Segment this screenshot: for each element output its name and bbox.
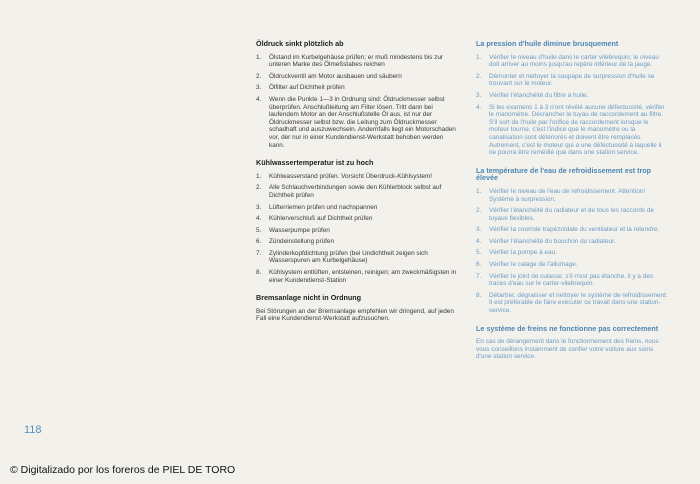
list-item — [256, 84, 460, 92]
item-number: 1. — [476, 53, 482, 61]
list-item — [476, 207, 668, 222]
item-text: Alle Schlauchverbindungen sowie den Kühlerblock selbst auf Dichtheit prüfen — [269, 184, 442, 199]
page-number: 118 — [24, 424, 42, 436]
section-heading: La température de l'eau de refroidissement est trop élevée — [476, 165, 652, 183]
item-text: Vérifier l'étanchéité du filtre à huile. — [489, 91, 589, 99]
item-text: Öldruckventil am Motor ausbauen und säubern — [269, 72, 402, 80]
section-brakes — [476, 325, 668, 361]
section-oil-pressure — [476, 40, 668, 157]
list-item — [256, 238, 460, 246]
list-item — [476, 273, 668, 288]
section-heading: Bremsanlage nicht in Ordnung — [256, 293, 362, 303]
item-text: Kühlsystem entlüften, entsteinen, reinigen; am zweckmäßigsten in einer Kundendienst-Station — [269, 269, 457, 284]
item-text: Vérifier la pompe à eau. — [489, 249, 557, 257]
list-item — [476, 92, 668, 100]
item-number: 5. — [476, 249, 482, 257]
section-heading: Öldruck sinkt plötzlich ab — [256, 39, 344, 48]
item-text: Vérifier le joint de culasse; s'il n'est pas étanche, il y a des traces d'eau sur le carter-vilebrequin. — [489, 272, 654, 288]
section-paragraph: Bei Störungen an der Bremsanlage empfehlen wir dringend, auf jeden Fall eine Kundendienst-Werkstatt aufzusuchen. — [256, 307, 454, 323]
item-number: 6. — [256, 238, 262, 246]
section-coolant-temperature — [256, 159, 460, 284]
item-number: 1. — [476, 187, 482, 195]
item-number: 8. — [256, 269, 262, 277]
item-number: 2. — [256, 72, 262, 80]
item-number: 3. — [256, 84, 262, 92]
section-brakes — [256, 294, 460, 323]
french-column — [476, 40, 668, 371]
list-item — [256, 250, 460, 265]
item-text: Vérifier le niveau d'huile dans le carter vilebrequin; le niveau doit arriver au moins jusqu'au repère inférieur de la jauge. — [489, 53, 659, 69]
item-number: 3. — [476, 91, 482, 99]
section-heading: La pression d'huile diminue brusquement — [476, 39, 619, 48]
list-item — [476, 238, 668, 246]
item-text: Zündeinstellung prüfen — [269, 238, 335, 246]
list-item — [476, 226, 668, 234]
section-heading: Le système de freins ne fonctionne pas correctement — [476, 323, 659, 333]
item-text: Ölfilter auf Dichtheit prüfen — [269, 84, 345, 92]
item-text: Détartrer, dégraisser et nettoyer le système de refroidissement. Il est préférable de faire exécuter ce travail dans une station-service. — [489, 291, 668, 315]
german-column — [256, 40, 460, 333]
list-item — [256, 269, 460, 284]
item-number: 4. — [476, 237, 482, 245]
item-text: Vérifier l'étanchéité du bouchon du radiateur. — [489, 237, 616, 245]
item-number: 1. — [256, 172, 262, 180]
item-number: 3. — [476, 226, 482, 234]
list-item — [476, 104, 668, 157]
item-text: Vérifier l'étanchéité du radiateur et de tous les raccords de tuyaux flexibles. — [489, 207, 654, 222]
item-text: Vérifier le calage de l'allumage. — [489, 261, 578, 269]
list-item — [476, 292, 668, 315]
list-item — [256, 96, 460, 149]
list-item — [256, 215, 460, 223]
list-item — [476, 188, 668, 203]
item-number: 8. — [476, 291, 482, 299]
item-text: Wenn die Punkte 1—3 in Ordnung sind: Öldruckmesser selbst überprüfen. Anschlußleitung am Filter lösen. Tritt dann bei laufendem Motor an der Anschlußstelle Öl aus, ist nur der Öldruckmesser selbst bzw. die Leitung zum Öldruckmesser schadhaft und auszuwechseln. Andernfalls liegt ein Motorschaden vor, der nur in einer Kundendienst-Werkstatt behoben werden kann. — [269, 95, 456, 149]
list-item — [256, 173, 460, 181]
item-text: Démonter et nettoyer la soupape de surpression d'huile se trouvant sur le moteur. — [489, 72, 655, 88]
list-item — [256, 54, 460, 69]
list-item — [256, 73, 460, 81]
item-text: Kühlerverschluß auf Dichtheit prüfen — [269, 215, 373, 223]
item-text: Ölstand im Kurbelgehäuse prüfen; er muß mindestens bis zur unteren Marke des Ölmeßstabes reichen — [269, 53, 444, 69]
item-text: Vérifier la courroie trapézoïdale du ventilateur et la retendre. — [489, 226, 660, 234]
item-text: Lüfterriemen prüfen und nachspannen — [269, 203, 378, 211]
section-paragraph: En cas de dérangement dans le fonctionnement des freins, nous vous conseillons instamment de confier votre voiture aux soins d'une station service. — [476, 338, 659, 361]
list-item — [476, 73, 668, 88]
item-text: Zylinderkopfdichtung prüfen (bei Undichtheit zeigen sich Wasserspuren am Kurbelgehäuse) — [269, 249, 428, 265]
list-item — [256, 227, 460, 235]
item-number: 2. — [476, 207, 482, 215]
item-number: 2. — [256, 184, 262, 192]
item-number: 3. — [256, 203, 262, 211]
item-text: Wasserpumpe prüfen — [269, 226, 330, 234]
item-number: 5. — [256, 226, 262, 234]
item-number: 4. — [476, 103, 482, 111]
list-item — [476, 261, 668, 269]
item-text: Si les examens 1 à 3 n'ont révélé aucune défectuosité, vérifier le manomètre. Décrancher le tuyau de raccordement au filtre. S'il sort de l'huile par l'orifice de raccordement lorsque le moteur tourne, c'est l'indice que le manomètre ou la canalisation sont détériorés et doivent être remplacés. Autrement, c'est le moteur qui a une défectuosité à laquelle il ne pourra être remédié que dans une station service. — [489, 103, 665, 157]
section-oil-pressure — [256, 40, 460, 149]
item-number: 4. — [256, 215, 262, 223]
section-coolant-temperature — [476, 167, 668, 315]
item-number: 2. — [476, 72, 482, 80]
item-number: 7. — [256, 249, 262, 257]
item-number: 6. — [476, 261, 482, 269]
item-number: 1. — [256, 53, 262, 61]
list-item — [476, 249, 668, 257]
section-heading: Kühlwassertemperatur ist zu hoch — [256, 158, 374, 168]
list-item — [256, 204, 460, 212]
scan-credit: © Digitalizado por los foreros de PIEL DE TORO — [10, 464, 236, 476]
item-number: 7. — [476, 272, 482, 280]
list-item — [476, 54, 668, 69]
list-item — [256, 184, 460, 199]
item-text: Vérifier le niveau de l'eau de refroidissement. Attention! Système à surpression. — [489, 187, 646, 203]
item-text: Kühlwasserstand prüfen. Vorsicht Überdruck-Kühlsystem! — [269, 172, 433, 180]
item-number: 4. — [256, 95, 262, 103]
